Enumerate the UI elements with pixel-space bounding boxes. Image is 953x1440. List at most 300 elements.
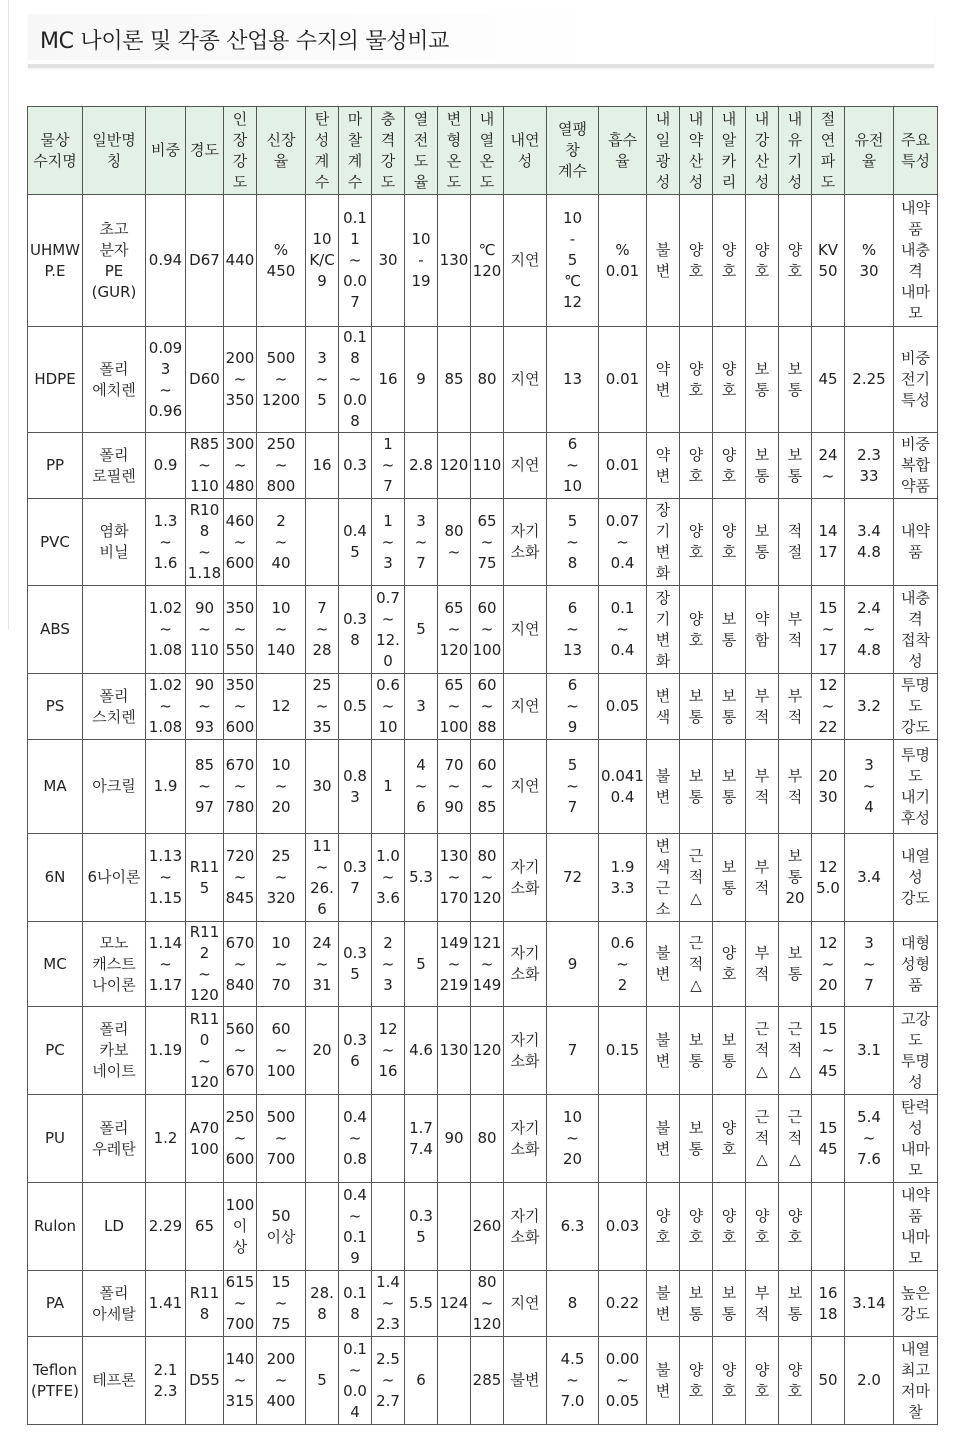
table-cell: 0.6 ~ 10: [372, 674, 405, 740]
resin-name-cell: UHMW P.E: [28, 195, 83, 327]
table-cell: 내약 품 내충 격 내마 모: [894, 195, 938, 327]
table-cell: 내약 품: [894, 499, 938, 586]
table-cell: 200 ~ 400: [257, 1337, 306, 1425]
table-cell: 3.1: [845, 1007, 894, 1095]
table-cell: 70 ~ 90: [438, 740, 471, 834]
table-cell: 보 통: [680, 740, 713, 834]
table-cell: % 450: [257, 195, 306, 327]
table-cell: 테프론: [83, 1337, 146, 1425]
table-cell: 0.35: [339, 922, 372, 1007]
table-cell: 2 ~ 3: [372, 922, 405, 1007]
table-cell: 3.2: [845, 674, 894, 740]
table-cell: 0.5: [339, 674, 372, 740]
table-cell: 3 ~ 7: [405, 499, 438, 586]
title-banner: [28, 14, 934, 68]
table-cell: 5.4 ~ 7.6: [845, 1095, 894, 1183]
table-cell: 30: [372, 195, 405, 327]
table-cell: 0.22: [599, 1271, 647, 1337]
table-cell: 3.4 4.8: [845, 499, 894, 586]
table-cell: 12: [257, 674, 306, 740]
table-cell: 11 ~ 26.6: [306, 834, 339, 922]
table-cell: 모노 캐스트 나이론: [83, 922, 146, 1007]
table-cell: 24 ~: [812, 433, 845, 499]
table-cell: 부 적: [779, 586, 812, 674]
table-cell: [438, 1337, 471, 1425]
table-cell: 폴리 스치렌: [83, 674, 146, 740]
table-cell: 부 적: [746, 674, 779, 740]
column-header: 내연 성: [504, 107, 547, 195]
table-cell: 440: [224, 195, 257, 327]
table-cell: 65 ~ 120: [438, 586, 471, 674]
table-cell: 60 ~ 85: [471, 740, 504, 834]
table-cell: 양 호: [713, 1095, 746, 1183]
column-header: 흡수 율: [599, 107, 647, 195]
table-cell: 12 ~ 16: [372, 1007, 405, 1095]
table-cell: 근 적 △: [680, 922, 713, 1007]
table-cell: 지연: [504, 586, 547, 674]
table-cell: 260: [471, 1183, 504, 1271]
table-row: [28, 327, 938, 433]
table-cell: 내열 성 강도: [894, 834, 938, 922]
table-cell: 불 변: [647, 1007, 680, 1095]
table-cell: 80: [471, 327, 504, 433]
table-cell: 50: [812, 1337, 845, 1425]
table-cell: [372, 1095, 405, 1183]
table-cell: 0.9: [146, 433, 186, 499]
resin-name-cell: HDPE: [28, 327, 83, 433]
table-cell: 불 변: [647, 1337, 680, 1425]
table-cell: 90: [438, 1095, 471, 1183]
table-cell: 보 통: [713, 834, 746, 922]
resin-name-cell: PP: [28, 433, 83, 499]
table-cell: 15 ~ 75: [257, 1271, 306, 1337]
table-cell: 9: [405, 327, 438, 433]
table-cell: 약 변: [647, 327, 680, 433]
table-cell: 460 ~ 600: [224, 499, 257, 586]
table-cell: 149 ~ 219: [438, 922, 471, 1007]
table-cell: 투명 도 강도: [894, 674, 938, 740]
table-cell: 불 변: [647, 195, 680, 327]
table-cell: 130 ~ 170: [438, 834, 471, 922]
table-cell: 350 ~ 550: [224, 586, 257, 674]
table-cell: 720 ~ 845: [224, 834, 257, 922]
table-cell: 0.38: [339, 586, 372, 674]
table-cell: [812, 1183, 845, 1271]
table-cell: 양 호: [713, 499, 746, 586]
resin-name-cell: ABS: [28, 586, 83, 674]
left-page-rule: [8, 0, 9, 630]
table-cell: 1.9 3.3: [599, 834, 647, 922]
table-cell: 지연: [504, 674, 547, 740]
table-cell: 4.6: [405, 1007, 438, 1095]
table-row: [28, 674, 938, 740]
table-cell: 20: [306, 1007, 339, 1095]
table-cell: 25 ~ 35: [306, 674, 339, 740]
table-cell: 1: [372, 740, 405, 834]
table-cell: 자기 소화: [504, 922, 547, 1007]
table-cell: 120: [438, 433, 471, 499]
column-header: 신장 율: [257, 107, 306, 195]
table-row: [28, 1007, 938, 1095]
table-row: [28, 1271, 938, 1337]
table-cell: 8: [547, 1271, 599, 1337]
table-cell: 0.36: [339, 1007, 372, 1095]
table-cell: 6: [405, 1337, 438, 1425]
table-cell: 보 통: [680, 1007, 713, 1095]
table-cell: 4 ~ 6: [405, 740, 438, 834]
table-cell: 2 ~ 40: [257, 499, 306, 586]
table-cell: 0.01: [599, 433, 647, 499]
resin-name-cell: PA: [28, 1271, 83, 1337]
table-cell: 보 통: [713, 674, 746, 740]
table-cell: 변 색: [647, 674, 680, 740]
table-cell: 7: [547, 1007, 599, 1095]
table-cell: 지연: [504, 1271, 547, 1337]
table-row: [28, 1337, 938, 1425]
table-cell: 1 ~ 7: [372, 433, 405, 499]
table-cell: 4.5 ~ 7.0: [547, 1337, 599, 1425]
table-cell: 1.13 ~ 1.15: [146, 834, 186, 922]
table-cell: 양 호: [713, 922, 746, 1007]
table-cell: 20 30: [812, 740, 845, 834]
table-cell: 0.37: [339, 834, 372, 922]
column-header: 내 유 기 성: [779, 107, 812, 195]
table-cell: 1.0 ~ 3.6: [372, 834, 405, 922]
resin-name-cell: MA: [28, 740, 83, 834]
table-row: [28, 586, 938, 674]
table-cell: 보 통: [680, 674, 713, 740]
table-cell: 장 기 변 화: [647, 586, 680, 674]
table-cell: [845, 1183, 894, 1271]
table-cell: 30: [306, 740, 339, 834]
table-cell: 약 변: [647, 433, 680, 499]
table-cell: 근 적 △: [680, 834, 713, 922]
table-cell: 지연: [504, 327, 547, 433]
table-row: [28, 499, 938, 586]
page-title: MC 나이론 및 각종 산업용 수지의 물성비교: [40, 29, 450, 54]
table-cell: 10 - 19: [405, 195, 438, 327]
resin-name-cell: Teflon (PTFE): [28, 1337, 83, 1425]
table-cell: 5: [306, 1337, 339, 1425]
table-cell: [306, 499, 339, 586]
table-cell: 121 ~ 149: [471, 922, 504, 1007]
table-cell: 0.01: [599, 327, 647, 433]
table-cell: 0.18: [339, 1271, 372, 1337]
table-cell: 보 통: [779, 433, 812, 499]
table-cell: 285: [471, 1337, 504, 1425]
table-cell: 45: [812, 327, 845, 433]
table-cell: 85: [438, 327, 471, 433]
table-cell: 자기 소화: [504, 499, 547, 586]
table-cell: 670 ~ 780: [224, 740, 257, 834]
table-cell: 5: [405, 586, 438, 674]
resin-name-cell: MC: [28, 922, 83, 1007]
table-row: [28, 740, 938, 834]
table-cell: 불 변: [647, 922, 680, 1007]
table-cell: 90 ~ 110: [186, 586, 224, 674]
table-cell: 140 ~ 315: [224, 1337, 257, 1425]
resin-name-cell: PU: [28, 1095, 83, 1183]
table-cell: 10 K/C 9: [306, 195, 339, 327]
table-cell: [599, 1095, 647, 1183]
table-row: [28, 433, 938, 499]
table-cell: 0.041 0.4: [599, 740, 647, 834]
table-cell: 72: [547, 834, 599, 922]
table-cell: 부 적: [746, 740, 779, 834]
table-cell: 16: [306, 433, 339, 499]
table-cell: 폴리 우레탄: [83, 1095, 146, 1183]
table-cell: 지연: [504, 195, 547, 327]
table-cell: 투명 도 내기 후성: [894, 740, 938, 834]
column-header: 인 장 강 도: [224, 107, 257, 195]
table-cell: 65 ~ 100: [438, 674, 471, 740]
table-cell: 불 변: [647, 1271, 680, 1337]
table-cell: 아크릴: [83, 740, 146, 834]
table-cell: 25 ~ 320: [257, 834, 306, 922]
table-cell: 5: [405, 922, 438, 1007]
table-cell: 보 통: [779, 922, 812, 1007]
table-cell: 0.35: [405, 1183, 438, 1271]
table-cell: 10 ~ 20: [257, 740, 306, 834]
table-cell: 200 ~ 350: [224, 327, 257, 433]
table-cell: 염화 비닐: [83, 499, 146, 586]
table-cell: 장 기 변 화: [647, 499, 680, 586]
table-cell: 14 17: [812, 499, 845, 586]
table-cell: 내열 최고 저마 찰: [894, 1337, 938, 1425]
table-cell: 65: [186, 1183, 224, 1271]
table-cell: 양 호: [746, 1337, 779, 1425]
table-cell: 부 적: [746, 922, 779, 1007]
table-cell: 6.3: [547, 1183, 599, 1271]
table-cell: 초고 분자 PE (GUR): [83, 195, 146, 327]
table-cell: 60 ~ 100: [257, 1007, 306, 1095]
table-cell: 1 ~ 3: [372, 499, 405, 586]
table-cell: 2.8: [405, 433, 438, 499]
table-cell: 60 ~ 88: [471, 674, 504, 740]
table-cell: 보 통: [779, 327, 812, 433]
table-cell: 0.4 ~ 0.8: [339, 1095, 372, 1183]
table-cell: 1.3 ~ 1.6: [146, 499, 186, 586]
table-cell: 6 ~ 10: [547, 433, 599, 499]
table-cell: 1.7 7.4: [405, 1095, 438, 1183]
column-header: 내 강 산 성: [746, 107, 779, 195]
table-cell: 0.3: [339, 433, 372, 499]
table-cell: 0.94: [146, 195, 186, 327]
table-cell: 보 통: [746, 433, 779, 499]
table-cell: R115: [186, 834, 224, 922]
table-cell: 보 통: [746, 499, 779, 586]
table-cell: A70 100: [186, 1095, 224, 1183]
table-cell: 3: [405, 674, 438, 740]
table-cell: 12 ~ 22: [812, 674, 845, 740]
column-header: 내 약 산 성: [680, 107, 713, 195]
table-cell: R118: [186, 1271, 224, 1337]
table-cell: 3.4: [845, 834, 894, 922]
table-cell: 폴리 아세탈: [83, 1271, 146, 1337]
table-cell: 고강 도 투명 성: [894, 1007, 938, 1095]
table-cell: 2.1 2.3: [146, 1337, 186, 1425]
table-cell: 5.3: [405, 834, 438, 922]
table-row: [28, 922, 938, 1007]
table-cell: 폴리 카보 네이트: [83, 1007, 146, 1095]
table-cell: 50 이상: [257, 1183, 306, 1271]
table-cell: 적 절: [779, 499, 812, 586]
table-cell: 5 ~ 7: [547, 740, 599, 834]
table-cell: 6 ~ 9: [547, 674, 599, 740]
table-cell: [83, 586, 146, 674]
table-cell: % 30: [845, 195, 894, 327]
table-cell: 10 - 5 ℃ 12: [547, 195, 599, 327]
table-cell: 15 ~ 45: [812, 1007, 845, 1095]
table-cell: 보 통 20: [779, 834, 812, 922]
column-header: 내 일 광 성: [647, 107, 680, 195]
table-cell: 65 ~ 75: [471, 499, 504, 586]
table-row: [28, 1095, 938, 1183]
table-cell: ℃ 120: [471, 195, 504, 327]
table-cell: 변 색 근 소: [647, 834, 680, 922]
table-cell: 0.1 ~ 0.04: [339, 1337, 372, 1425]
table-cell: 불 변: [647, 740, 680, 834]
table-cell: 2.0: [845, 1337, 894, 1425]
table-cell: 3.14: [845, 1271, 894, 1337]
table-cell: 0.45: [339, 499, 372, 586]
table-cell: 양 호: [713, 327, 746, 433]
table-cell: R110 ~ 120: [186, 1007, 224, 1095]
table-cell: 1.4 ~ 2.3: [372, 1271, 405, 1337]
table-cell: 양 호: [680, 327, 713, 433]
table-cell: 15 45: [812, 1095, 845, 1183]
table-cell: 0.07 ~ 0.4: [599, 499, 647, 586]
table-cell: 130: [438, 1007, 471, 1095]
resin-name-cell: PVC: [28, 499, 83, 586]
table-cell: D67: [186, 195, 224, 327]
table-cell: 양 호: [746, 195, 779, 327]
column-header: 열팽 창 계수: [547, 107, 599, 195]
table-cell: 0.093 ~ 0.96: [146, 327, 186, 433]
table-cell: 보 통: [680, 1271, 713, 1337]
table-cell: [306, 1183, 339, 1271]
table-cell: 80 ~ 120: [471, 1271, 504, 1337]
table-cell: 80 ~: [438, 499, 471, 586]
table-cell: 양 호: [713, 1183, 746, 1271]
table-cell: 1.14 ~ 1.17: [146, 922, 186, 1007]
table-cell: 0.83: [339, 740, 372, 834]
table-cell: 100 이 상: [224, 1183, 257, 1271]
table-cell: 양 호: [779, 1183, 812, 1271]
table-cell: 근 적 △: [779, 1095, 812, 1183]
table-cell: 120: [471, 1007, 504, 1095]
table-cell: 7 ~ 28: [306, 586, 339, 674]
table-cell: [438, 1183, 471, 1271]
column-header: 내 알 카 리: [713, 107, 746, 195]
table-cell: 10 ~ 70: [257, 922, 306, 1007]
table-cell: 지연: [504, 433, 547, 499]
column-header: 열 전 도 율: [405, 107, 438, 195]
resin-properties-table: [27, 106, 938, 1425]
table-cell: 0.11 ~ 0.07: [339, 195, 372, 327]
column-header: 일반명 칭: [83, 107, 146, 195]
column-header: 탄 성 계 수: [306, 107, 339, 195]
table-cell: LD: [83, 1183, 146, 1271]
table-cell: 3 ~ 5: [306, 327, 339, 433]
resin-name-cell: PS: [28, 674, 83, 740]
table-cell: 1.02 ~ 1.08: [146, 674, 186, 740]
table-cell: 90 ~ 93: [186, 674, 224, 740]
column-header: 변 형 온 도: [438, 107, 471, 195]
table-cell: 근 적 △: [779, 1007, 812, 1095]
table-cell: 자기 소화: [504, 1095, 547, 1183]
table-cell: 500 ~ 1200: [257, 327, 306, 433]
table-cell: 부 적: [746, 1271, 779, 1337]
table-cell: 2.25: [845, 327, 894, 433]
table-cell: 양 호: [680, 195, 713, 327]
table-cell: 250 ~ 600: [224, 1095, 257, 1183]
table-cell: 10 ~ 140: [257, 586, 306, 674]
table-cell: 내충 격 접착 성: [894, 586, 938, 674]
table-cell: 양 호: [680, 1183, 713, 1271]
table-cell: R85 ~ 110: [186, 433, 224, 499]
table-row: [28, 834, 938, 922]
table-cell: 양 호: [713, 195, 746, 327]
table-cell: 자기 소화: [504, 1183, 547, 1271]
table-cell: 약 함: [746, 586, 779, 674]
table-cell: 양 호: [680, 499, 713, 586]
table-cell: 3 ~ 4: [845, 740, 894, 834]
table-cell: 1.02 ~ 1.08: [146, 586, 186, 674]
table-cell: 5.5: [405, 1271, 438, 1337]
column-header: 물상 수지명: [28, 107, 83, 195]
table-cell: 자기 소화: [504, 1007, 547, 1095]
column-header: 충 격 강 도: [372, 107, 405, 195]
table-cell: 0.00 ~ 0.05: [599, 1337, 647, 1425]
table-cell: 2.29: [146, 1183, 186, 1271]
table-cell: [372, 1183, 405, 1271]
table-cell: 보 통: [713, 1271, 746, 1337]
column-header: 절 연 파 도: [812, 107, 845, 195]
table-cell: 근 적 △: [746, 1007, 779, 1095]
table-cell: 13: [547, 327, 599, 433]
table-cell: 양 호: [779, 195, 812, 327]
table-cell: KV 50: [812, 195, 845, 327]
table-cell: 12 5.0: [812, 834, 845, 922]
table-cell: 자기 소화: [504, 834, 547, 922]
table-cell: 1.2: [146, 1095, 186, 1183]
table-cell: 3 ~ 7: [845, 922, 894, 1007]
column-header: 내 열 온 도: [471, 107, 504, 195]
table-cell: 비중 복합 약품: [894, 433, 938, 499]
table-cell: 9: [547, 922, 599, 1007]
table-cell: 양 호: [680, 586, 713, 674]
table-cell: 근 적 △: [746, 1095, 779, 1183]
table-cell: 560 ~ 670: [224, 1007, 257, 1095]
table-cell: 높은 강도: [894, 1271, 938, 1337]
table-cell: 1.9: [146, 740, 186, 834]
table-cell: 615 ~ 700: [224, 1271, 257, 1337]
table-cell: 16: [372, 327, 405, 433]
table-header-row: [28, 107, 938, 195]
table-cell: 250 ~ 800: [257, 433, 306, 499]
table-cell: 부 적: [746, 834, 779, 922]
table-cell: 0.1 ~ 0.4: [599, 586, 647, 674]
table-cell: 5 ~ 8: [547, 499, 599, 586]
column-header: 유전 율: [845, 107, 894, 195]
table-cell: 폴리 로필렌: [83, 433, 146, 499]
table-cell: R112 ~ 120: [186, 922, 224, 1007]
table-cell: 60 ~ 100: [471, 586, 504, 674]
table-cell: 양 호: [746, 1183, 779, 1271]
table-cell: % 0.01: [599, 195, 647, 327]
table-cell: 보 통: [713, 1007, 746, 1095]
